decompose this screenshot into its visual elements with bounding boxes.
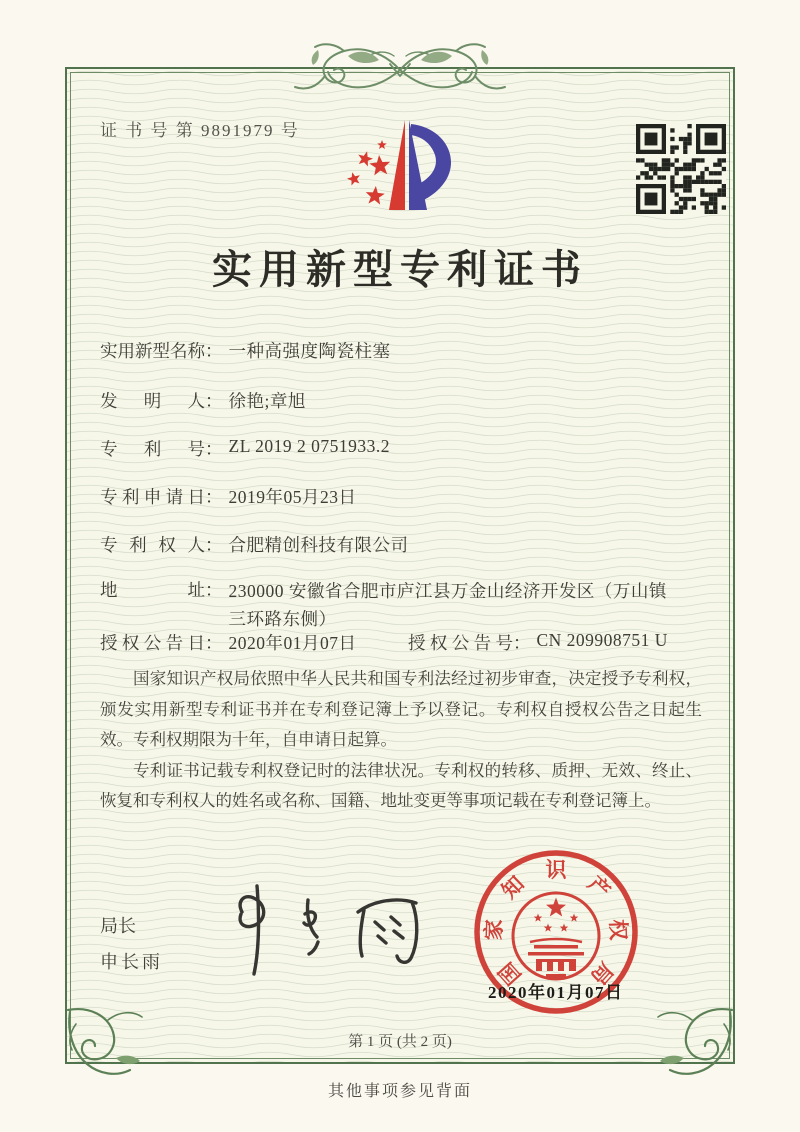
field-colon: ： bbox=[205, 391, 223, 411]
field-label: 实用新型名称 bbox=[100, 341, 205, 361]
field-value: 2020年01月07日 bbox=[228, 633, 357, 653]
field-colon: ： bbox=[205, 580, 223, 600]
field-value: 2019年05月23日 bbox=[228, 487, 357, 507]
field-value: ZL 2019 2 0751933.2 bbox=[228, 436, 390, 456]
field-label: 授权公告号 bbox=[408, 633, 513, 653]
field-colon: ： bbox=[205, 487, 223, 507]
svg-text:国: 国 bbox=[493, 957, 526, 990]
grant-date-pair bbox=[100, 630, 357, 653]
field-value-address bbox=[229, 577, 729, 633]
officer-name: 申长雨 bbox=[100, 952, 163, 972]
field-value: CN 209908751 U bbox=[536, 630, 668, 650]
svg-text:知: 知 bbox=[497, 871, 529, 904]
qr-code bbox=[636, 124, 726, 214]
certificate-number: 证 书 号 第 9891979 号 bbox=[100, 121, 300, 140]
address-line1: 230000 安徽省合肥市庐江县万金山经济开发区（万山镇 bbox=[228, 581, 667, 601]
cnipa-logo bbox=[330, 108, 480, 226]
field-label: 专利号 bbox=[100, 439, 205, 459]
seal-date: 2020年01月07日 bbox=[488, 983, 624, 1002]
legal-text bbox=[100, 664, 702, 817]
legal-paragraph-1: 国家知识产权局依照中华人民共和国专利法经过初步审查，决定授予专利权，颁发实用新型专利证书并在专利登记簿上予以登记。专利权自授权公告之日起生效。专利权期限为十年，自申请日起算。 bbox=[100, 669, 702, 750]
field-row-address bbox=[100, 577, 729, 633]
field-value: 徐艳;章旭 bbox=[228, 391, 306, 411]
page-number: 第 1 页 (共 2 页) bbox=[348, 1034, 452, 1050]
field-row-inventor bbox=[100, 388, 306, 413]
field-colon: ： bbox=[205, 633, 223, 653]
legal-paragraph-2: 专利证书记载专利权登记时的法律状况。专利权的转移、质押、无效、终止、恢复和专利权人的姓名或名称、国籍、地址变更等事项记载在专利登记簿上。 bbox=[100, 760, 702, 811]
svg-text:权: 权 bbox=[605, 918, 631, 941]
svg-text:产: 产 bbox=[583, 871, 615, 904]
svg-text:识: 识 bbox=[545, 858, 567, 882]
officer-title: 局长 bbox=[100, 916, 136, 936]
address-line2: 三环路东侧） bbox=[228, 609, 337, 629]
field-row-patentee bbox=[100, 532, 409, 557]
field-label: 地址 bbox=[100, 580, 205, 600]
field-label: 授权公告日 bbox=[100, 633, 205, 653]
field-value: 合肥精创科技有限公司 bbox=[228, 535, 409, 555]
field-label: 发明人 bbox=[100, 391, 205, 411]
field-colon: ： bbox=[205, 341, 223, 361]
field-colon: ： bbox=[205, 439, 223, 459]
svg-text:局: 局 bbox=[586, 957, 619, 990]
field-row-grant bbox=[100, 630, 668, 655]
back-side-note: 其他事项参见背面 bbox=[327, 1083, 472, 1100]
certificate-title: 实用新型专利证书 bbox=[212, 247, 588, 292]
signature-image bbox=[212, 872, 432, 987]
grant-number-pair bbox=[408, 630, 668, 655]
svg-text:家: 家 bbox=[481, 918, 507, 941]
field-row-filing-date bbox=[100, 484, 357, 509]
field-row-patent-number bbox=[100, 436, 390, 461]
field-colon: ： bbox=[205, 535, 223, 555]
national-emblem bbox=[513, 893, 599, 979]
field-row-name bbox=[100, 338, 391, 363]
top-flourish-ornament bbox=[278, 36, 522, 100]
field-label: 专利权人 bbox=[100, 535, 205, 555]
field-colon: ： bbox=[513, 633, 531, 653]
field-label: 专利申请日 bbox=[100, 487, 205, 507]
field-value: 一种高强度陶瓷柱塞 bbox=[228, 341, 391, 361]
